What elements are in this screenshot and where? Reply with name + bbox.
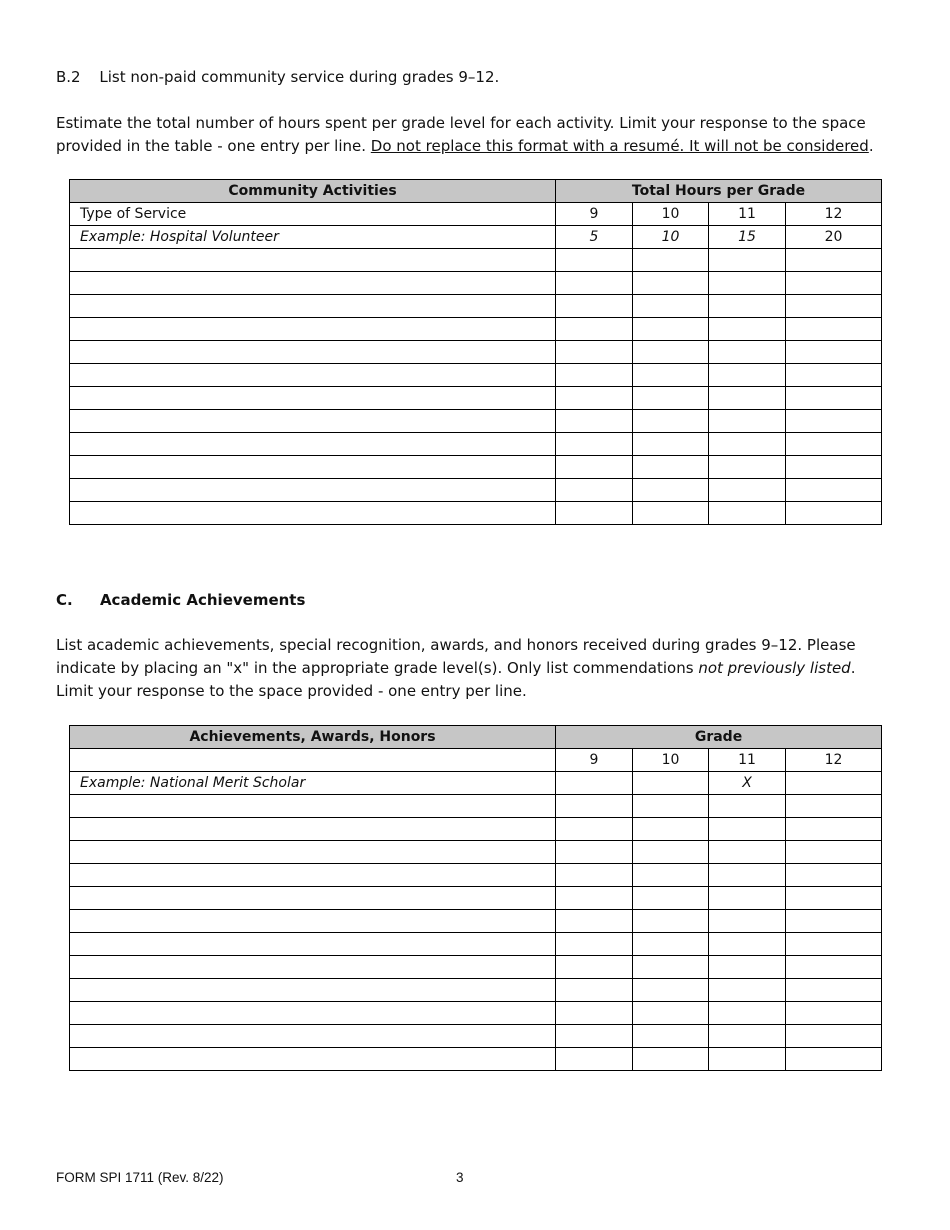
grade-12-cell[interactable] [786,1048,882,1071]
grade-12-cell[interactable] [786,1025,882,1048]
activity-name-cell[interactable] [70,318,556,341]
example-hours-grade-10: 10 [633,226,709,249]
grade-12-label: 12 [786,203,882,226]
grade-10-label: 10 [633,203,709,226]
grade-9-cell[interactable] [556,295,633,318]
example-mark-grade-10 [633,772,709,795]
grade-9-cell[interactable] [556,272,633,295]
table-row [70,818,882,841]
grade-12-cell[interactable] [786,318,882,341]
grade-9-cell[interactable] [556,795,633,818]
grade-10-cell[interactable] [633,1048,709,1071]
grade-11-cell[interactable] [709,272,786,295]
header-total-hours-per-grade: Total Hours per Grade [556,180,882,203]
grade-11-cell[interactable] [709,364,786,387]
grade-10-cell[interactable] [633,933,709,956]
table-row [70,1025,882,1048]
grade-11-cell[interactable] [709,295,786,318]
activity-name-cell[interactable] [70,433,556,456]
table-row [70,502,882,525]
grade-11-cell[interactable] [709,479,786,502]
table-row [70,387,882,410]
grade-12-cell[interactable] [786,818,882,841]
grade-10-cell[interactable] [633,1025,709,1048]
grade-9-label: 9 [556,749,633,772]
grade-12-cell[interactable] [786,502,882,525]
section-b2-instruction-end: . [868,137,874,155]
achievement-name-cell[interactable] [70,864,556,887]
activity-name-cell[interactable] [70,295,556,318]
grade-9-cell[interactable] [556,364,633,387]
grade-10-cell[interactable] [633,318,709,341]
grade-9-cell[interactable] [556,433,633,456]
grade-11-label: 11 [709,203,786,226]
activity-name-cell[interactable] [70,272,556,295]
subheader-type-of-service: Type of Service [70,203,556,226]
grade-11-cell[interactable] [709,933,786,956]
activity-name-cell[interactable] [70,249,556,272]
grade-9-cell[interactable] [556,841,633,864]
grade-10-cell[interactable] [633,1002,709,1025]
table-row [70,249,882,272]
activity-name-cell[interactable] [70,410,556,433]
grade-12-cell[interactable] [786,887,882,910]
activity-name-cell[interactable] [70,387,556,410]
grade-12-cell[interactable] [786,979,882,1002]
grade-9-cell[interactable] [556,1048,633,1071]
achievement-name-cell[interactable] [70,956,556,979]
example-label: Example: Hospital Volunteer [70,226,556,249]
table-row [70,410,882,433]
achievement-name-cell[interactable] [70,1002,556,1025]
grade-11-cell[interactable] [709,956,786,979]
table-row [70,1002,882,1025]
table-row [70,910,882,933]
grade-10-cell[interactable] [633,502,709,525]
achievement-name-cell[interactable] [70,910,556,933]
grade-9-cell[interactable] [556,956,633,979]
grade-11-cell[interactable] [709,841,786,864]
header-achievements-awards-honors: Achievements, Awards, Honors [70,726,556,749]
table-row [70,864,882,887]
grade-9-cell[interactable] [556,318,633,341]
example-label: Example: National Merit Scholar [70,772,556,795]
section-c-instruction-italic: not previously listed [698,659,851,677]
grade-11-cell[interactable] [709,1025,786,1048]
grade-10-cell[interactable] [633,272,709,295]
grade-9-cell[interactable] [556,479,633,502]
grade-11-cell[interactable] [709,502,786,525]
grade-10-cell[interactable] [633,410,709,433]
community-activities-table [69,179,882,525]
grade-12-cell[interactable] [786,956,882,979]
grade-10-cell[interactable] [633,479,709,502]
section-b2-heading [56,66,499,89]
achievement-name-cell[interactable] [70,1025,556,1048]
subheader-blank [70,749,556,772]
table-row [70,841,882,864]
grade-9-cell[interactable] [556,456,633,479]
grade-10-cell[interactable] [633,956,709,979]
achievement-name-cell[interactable] [70,933,556,956]
grade-10-cell[interactable] [633,979,709,1002]
table-row [70,933,882,956]
example-row [70,226,882,249]
grade-11-cell[interactable] [709,910,786,933]
table-row [70,433,882,456]
grade-10-cell[interactable] [633,887,709,910]
table-row [70,956,882,979]
grade-9-cell[interactable] [556,387,633,410]
grade-11-cell[interactable] [709,433,786,456]
table-row [70,887,882,910]
table-row [70,479,882,502]
section-c-title: Academic Achievements [99,591,306,609]
table-row [70,1048,882,1071]
table-row [70,318,882,341]
achievement-name-cell[interactable] [70,841,556,864]
grade-10-cell[interactable] [633,387,709,410]
grade-9-cell[interactable] [556,341,633,364]
grade-12-cell[interactable] [786,387,882,410]
grade-11-cell[interactable] [709,410,786,433]
section-b2-instruction-warning: Do not replace this format with a resumé. It will not be considered [370,137,869,155]
grade-11-cell[interactable] [709,864,786,887]
activity-name-cell[interactable] [70,456,556,479]
table-row [70,979,882,1002]
grade-11-cell[interactable] [709,456,786,479]
grade-12-cell[interactable] [786,864,882,887]
achievement-name-cell[interactable] [70,887,556,910]
example-row [70,772,882,795]
grade-9-cell[interactable] [556,864,633,887]
grade-11-cell[interactable] [709,249,786,272]
section-b2-heading-text: List non-paid community service during grades 9–12. [99,68,500,86]
header-grade: Grade [556,726,882,749]
achievement-name-cell[interactable] [70,979,556,1002]
grade-12-cell[interactable] [786,364,882,387]
section-c-instruction-part2: . Limit your response to the space provided - one entry per line. [56,659,856,700]
grade-10-cell[interactable] [633,364,709,387]
grade-12-cell[interactable] [786,456,882,479]
grade-11-label: 11 [709,749,786,772]
table-row [70,341,882,364]
activity-name-cell[interactable] [70,364,556,387]
grade-10-cell[interactable] [633,456,709,479]
grade-12-cell[interactable] [786,249,882,272]
achievements-table [69,725,882,1071]
section-b2-instructions [56,112,896,158]
grade-9-cell[interactable] [556,410,633,433]
grade-10-cell[interactable] [633,818,709,841]
grade-9-cell[interactable] [556,1025,633,1048]
grade-9-cell[interactable] [556,502,633,525]
grade-9-cell[interactable] [556,979,633,1002]
grade-12-label: 12 [786,749,882,772]
form-id: FORM SPI 1711 (Rev. 8/22) [56,1170,224,1185]
grade-11-cell[interactable] [709,1048,786,1071]
grade-12-cell[interactable] [786,795,882,818]
grade-10-label: 10 [633,749,709,772]
section-c-letter: C. [56,591,73,609]
grade-12-cell[interactable] [786,272,882,295]
grade-12-cell[interactable] [786,479,882,502]
grade-12-cell[interactable] [786,295,882,318]
example-mark-grade-12 [786,772,882,795]
table-row [70,456,882,479]
table-subheader-row [70,203,882,226]
grade-10-cell[interactable] [633,341,709,364]
grade-9-cell[interactable] [556,1002,633,1025]
table-row [70,795,882,818]
table-header-row [70,180,882,203]
grade-9-cell[interactable] [556,887,633,910]
grade-12-cell[interactable] [786,910,882,933]
grade-11-cell[interactable] [709,795,786,818]
achievement-name-cell[interactable] [70,818,556,841]
grade-11-cell[interactable] [709,979,786,1002]
section-b2-instruction-text: Estimate the total number of hours spent per grade level for each activity. Limit your response to the space provided in the table - one entry per line. [56,114,866,155]
grade-10-cell[interactable] [633,910,709,933]
grade-12-cell[interactable] [786,841,882,864]
grade-12-cell[interactable] [786,933,882,956]
grade-11-cell[interactable] [709,318,786,341]
grade-11-cell[interactable] [709,818,786,841]
table-header-row [70,726,882,749]
section-c-heading [56,589,305,612]
table-row [70,364,882,387]
section-b2-number: B.2 [56,68,81,86]
grade-11-cell[interactable] [709,387,786,410]
grade-10-cell[interactable] [633,795,709,818]
table-row [70,295,882,318]
activity-name-cell[interactable] [70,502,556,525]
achievement-name-cell[interactable] [70,795,556,818]
header-community-activities: Community Activities [70,180,556,203]
grade-9-cell[interactable] [556,910,633,933]
activity-name-cell[interactable] [70,479,556,502]
example-hours-grade-9: 5 [556,226,633,249]
grade-12-cell[interactable] [786,1002,882,1025]
grade-10-cell[interactable] [633,249,709,272]
grade-12-cell[interactable] [786,341,882,364]
grade-10-cell[interactable] [633,295,709,318]
achievement-name-cell[interactable] [70,1048,556,1071]
grade-10-cell[interactable] [633,864,709,887]
grade-10-cell[interactable] [633,433,709,456]
grade-10-cell[interactable] [633,841,709,864]
activity-name-cell[interactable] [70,341,556,364]
grade-9-label: 9 [556,203,633,226]
grade-9-cell[interactable] [556,818,633,841]
example-hours-grade-11: 15 [709,226,786,249]
grade-9-cell[interactable] [556,249,633,272]
grade-11-cell[interactable] [709,341,786,364]
example-mark-grade-11: X [709,772,786,795]
page-number: 3 [456,1170,464,1185]
table-subheader-row [70,749,882,772]
example-hours-grade-12: 20 [786,226,882,249]
grade-11-cell[interactable] [709,1002,786,1025]
example-mark-grade-9 [556,772,633,795]
grade-12-cell[interactable] [786,433,882,456]
grade-9-cell[interactable] [556,933,633,956]
table-row [70,272,882,295]
grade-11-cell[interactable] [709,887,786,910]
section-c-instruction-part1: List academic achievements, special recognition, awards, and honors received during grades 9–12. Please indicate by placing an "x" in the appropriate grade level(s). Only list commendations [56,636,856,677]
grade-12-cell[interactable] [786,410,882,433]
section-c-instructions [56,634,896,703]
